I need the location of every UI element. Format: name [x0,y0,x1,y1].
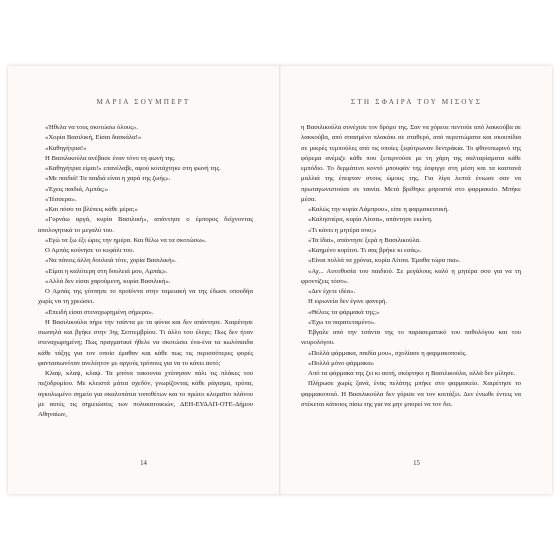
paragraph: «Δεν έχετε ιδέα». [308,288,356,295]
paragraph: «Θέλεις τα φάρμακά της;» [308,308,380,316]
paragraph: «Πολλά μόνο φάρμακα» [308,359,375,367]
paragraph: Από τα φάρμακα της ζει κι αυτή, σκέφτηκε η Βασιλικούλα, αλλά δεν μίλησε. [308,370,516,377]
paragraph: «Έχω το παρατεταμένο». [308,318,376,326]
paragraph: «Γυρνάω αργά, κυρία Βασιλική», απάντησε ο έμπορος δείχνοντας απολογητικά το μεγαλύ του. [38,216,253,234]
page-number-right: 15 [413,460,420,467]
paragraph: «Χορία Βασιλική, Είσαι δασκάλα!» [45,134,142,142]
page-number-left: 14 [140,460,147,467]
paragraph: «Καθηγήτρια!» [45,144,87,152]
paragraph: «Τι κάνει η μητέρα σου;» [308,226,377,234]
paragraph: «Καημένο κορίτσι. Τι σας βρήκε κι εσάς». [308,247,422,254]
paragraph: «Πολλά φάρμακα, παιδία μου», σχολίασε η φαρμακοποιός. [308,349,467,357]
paragraph: «Αλλά δεν είσαι χαρούμενη, κυρία Βασιλική». [45,277,171,285]
paragraph: «Να πάνεις άλλη δουλειά τότε, χορία Βασιλική». [45,257,177,265]
paragraph: Πλήρωσε χωρίς ξανά, ένας πελάτης μπήκε στο φαρμακείο. Χαιρέτησε το φαρμακοποιό. Η Βασιλικούλα δεν γύρισε να τον κοιτάξει. Δεν ένιωθε έντεις να στέκεται κάποιος πίσω της για να μην μπορεί να τον δει. [301,380,521,408]
paragraph: «Έχεις παιδιά, Αμπάς;» [45,185,109,193]
paragraph: «Εγώ τα ξω έξι ώρες την ημέρα. Και θέλω να τα σκοτώσω». [45,236,207,244]
paragraph: η Βασιλικούλα συνέχισε τον δρόμο της. Σαν να χόρευε πεντούε από λακκούβα σε λακκούβα, από σπασμένο πλακάκι σε σταθερό, από περιπτώματα και σκουπίδια σε μικρές τεμπούλες από τις οποίες ξεφύτρωναν δεντράκια. Το φθινοπωρινό της φόρεμα ανέμιζε κάθε που ξεπερνούσε με τη χάρη της σαλταρίσματα κάθε εμπόδιο. Το δερμάτινο κοντό μπουφάν της έσφιγγε στη μέση και τα καστανά μαλλιά της έπεφταν στους ώμους της. Για λίγα λεπτά ένιωσε σαν να πρωταγωνιστούσε σε ταινία. Μετά βρέθηκε μπροστά στο φαρμακείο. Μπήκε μέσα. [301,124,521,203]
running-head-title: ΣΤΗ ΣΦΑΙΡΑ ΤΟΥ ΜΙΣΟΥΣ [350,98,483,106]
right-page [281,66,552,494]
paragraph: «Και πόσο τα βλέπεις κάθε μέρα;» [45,206,138,213]
paragraph: Έβγαλε από την τσάντα της το παρασεματικό του παθολόγου και του νευρολόγου. [301,329,521,347]
left-page [8,66,279,494]
paragraph: «Επειδή είσαι στεναχωρημένη σήμερα». [45,308,154,316]
paragraph: «Τέσσερα». [45,195,77,203]
paragraph: «Καθηγήτρια είμαι!» επανέλαβε, αφού κοιτάχτηκε στη φωνή της. [45,165,221,172]
paragraph: «Καλησπέρα, κυρία Λίτσα», απάντησε εκείνη. [308,216,433,224]
paragraph: Ο Αμπάς κούνησε το κεφάλι του. [45,247,135,254]
right-page-body [301,123,521,410]
paragraph: «Είμαι η καλύτερη στη δουλειά μου, Αμπάς». [45,267,168,275]
paragraph: Η Βασιλικούλα ανέβασε έναν τόνο τη φωνή της. [45,154,176,162]
paragraph: «Με παιδιά! Τα παιδιά είναι η χαρά της ζωής». [45,175,171,183]
paragraph: «Είναι πολλά τα χρόνια, κυρία Λίτσα. Έμαθα τώρα πια». [308,257,461,265]
paragraph: Η Βασιλικούλα πήρε την τσάντα με τα φύνια και δεν απάντησε. Χαιρέτησε σιωπηλά και βγήκε στην 3ης Σεπτεμβρίου. Τι άλλο του έλεγε; Πως δεν ήταν στεναχωρημένη; Πως πραγματικά ήθελε να σκοτώσει ένα-ένα τα κωλόπαιδα κάθε τάξης για τον οποίο έμαθαν και κάθε πως τις περισσότερες φορές φαντασιωνόταν ανελέητον με αργούς τρόπους για να το κάνει αυτό; [38,318,253,367]
paragraph: Κλαψ, κλαψ, κλαψ. Τα μπότα τακουνια χτύπησαν πάλι τις πλάκες του πεζοδρομίου. Με κλειστά μάτια σχεδόν, γνωρίζοντας κάθε ράγισμα, τρύπα, αγκυλωμένο σημείο για σκαλοπάτια τοποθέτων και το πρώτο κλομαϊτο πλάνου με αυτές τις σημειώσεις των πολυκατοικιών, ΔΕΗ-ΕΥΔΑΠ-ΟΤΕ-Δήμου Αθηναίων, [38,370,253,418]
paragraph: Ο Αμπάς της γύτπησε το προϊόντα στην ταμειακή να της έδωσε οπουδήα χωρίς να τη χρεώσει. [38,288,253,306]
paragraph: «Τα ίδια», απάντησε ξερά η Βασιλικούλα. [308,236,421,244]
book-spread [8,66,552,494]
paragraph: «Αχ... Αυτοθυσία του παιδιού. Σε μεγάλους καλό η μητέρα σου για να τη φροντίζεις τόσο». [301,267,521,285]
paragraph: «Ήθελα να τους σκοτώσω όλους». [45,124,138,131]
left-page-body [38,123,253,420]
paragraph: Η ειρωνεία δεν έγινε φανερή. [308,298,388,306]
running-head-author: ΜΑΡΙΑ ΣΟΥΜΠΕΡΤ [96,98,191,106]
paragraph: «Καλώς την κυρία Λάμπρου», είπε η φαρμακευτική. [308,206,449,213]
